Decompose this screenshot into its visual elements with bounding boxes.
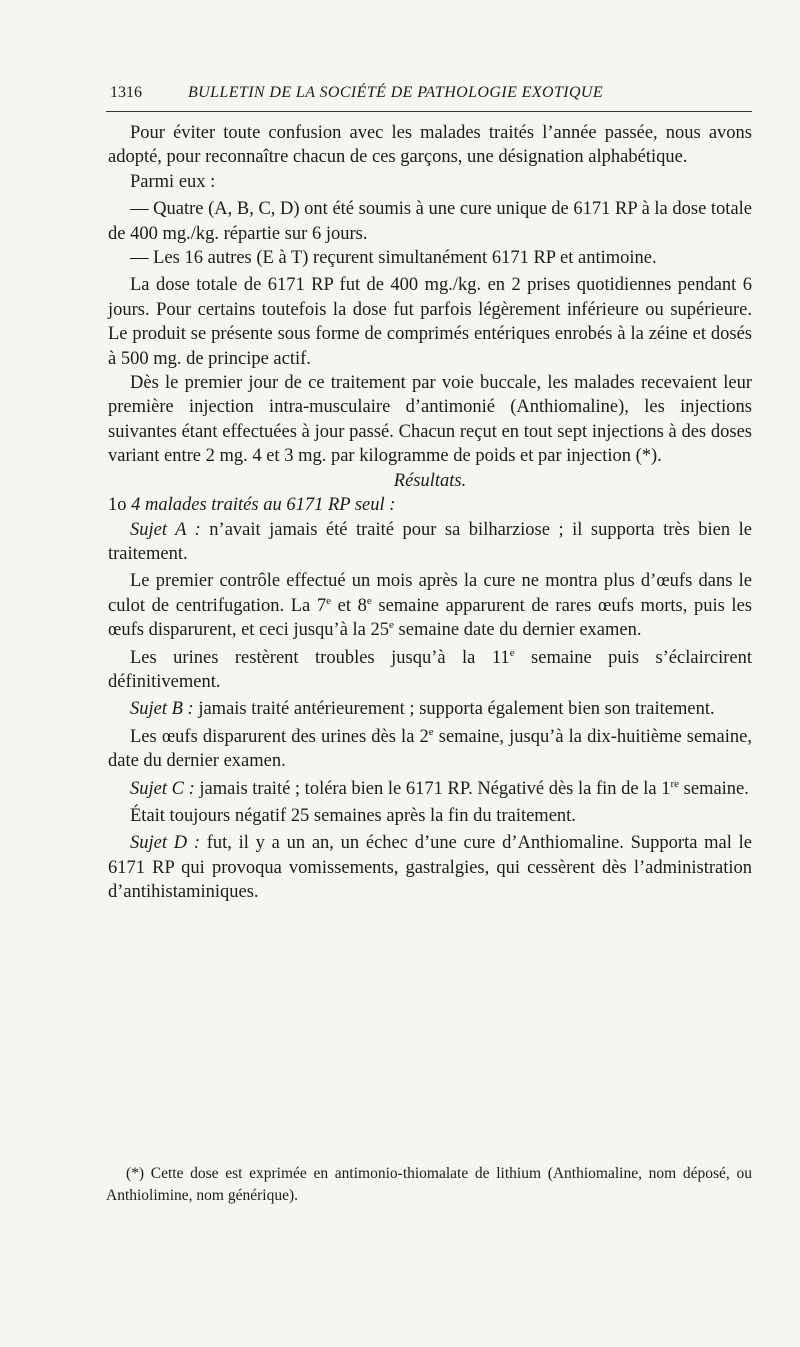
subheading [108,493,752,517]
subject-c-paragraph: Sujet C : jamais traité ; toléra bien le 6171 RP. Négativé dès la fin de la 1re semaine. [130,777,749,799]
subject-b-followup: Les œufs disparurent des urines dès la 2e semaine, jusqu’à la dix-huitième semaine, date du dernier examen. [108,725,752,772]
subheading-text: 4 malades traités au 6171 RP seul : [131,495,396,516]
subject-d-paragraph: Sujet D : fut, il y a un an, un échec d’une cure d’Anthiomaline. Supporta mal le 6171 RP qui provoqua vomissements, gastralgies, qui cessèrent dès l’administration d’antihistaminiques. [108,833,752,903]
running-title: BULLETIN DE LA SOCIÉTÉ DE PATHOLOGIE EXOTIQUE [188,84,604,101]
subject-label: Sujet A : [130,519,201,540]
subject-a-followup: Le premier contrôle effectué un mois après la cure ne montra plus d’œufs dans le culot de centrifugation. La 7e et 8e semaine apparurent de rares œufs morts, puis les œufs disparurent, et ceci jusqu’à la 25e semaine date du dernier examen. [108,571,752,641]
subheading-number: 1o [108,495,127,516]
subject-label: Sujet D : [130,833,200,854]
subject-label: Sujet C : [130,778,195,799]
page-header [106,80,752,110]
paragraph: Parmi eux : [130,171,216,192]
subject-a-paragraph: Sujet A : n’avait jamais été traité pour sa bilharziose ; il supporta très bien le traitement. [108,519,752,564]
header-rule [106,111,752,112]
subject-c-followup: Était toujours négatif 25 semaines après la fin du traitement. [130,805,576,826]
paragraph: La dose totale de 6171 RP fut de 400 mg./kg. en 2 prises quotidiennes pendant 6 jours. Pour certains toutefois la dose fut parfois légèrement inférieure ou supérieure. Le produit se présente sous forme de comprimés entériques enrobés à la zéine et dosés à 500 mg. de principe actif. [108,275,752,369]
page-number: 1316 [110,84,142,101]
paragraph: — Quatre (A, B, C, D) ont été soumis à une cure unique de 6171 RP à la dose totale de 400 mg./kg. répartie sur 6 jours. [108,199,753,244]
paragraph: Dès le premier jour de ce traitement par voie buccale, les malades recevaient leur première injection intra-musculaire d’antimonié (Anthiomaline), les injections suivantes étant effectuées à jour passé. Chacun reçut en tout sept injections à des doses variant entre 2 mg. 4 et 3 mg. par kilogramme de poids et par injection (*). [108,373,752,467]
section-heading: Résultats. [393,470,467,491]
subject-label: Sujet B : [130,699,194,720]
paragraph: — Les 16 autres (E à T) reçurent simultanément 6171 RP et antimoine. [130,248,657,269]
subject-b-paragraph: Sujet B : jamais traité antérieurement ; supporta également bien son traitement. [130,699,715,720]
paragraph: Pour éviter toute confusion avec les malades traités l’année passée, nous avons adopté, pour reconnaître chacun de ces garçons, une désignation alphabétique. [108,123,752,168]
subject-a-urines: Les urines restèrent troubles jusqu’à la 11e semaine puis s’éclaircirent définitivement. [108,646,752,692]
footnote: (*) Cette dose est exprimée en antimonio-thiomalate de lithium (Anthiomaline, nom déposé, ou Anthiolimine, nom générique). [106,1165,752,1204]
article-body [108,121,752,905]
